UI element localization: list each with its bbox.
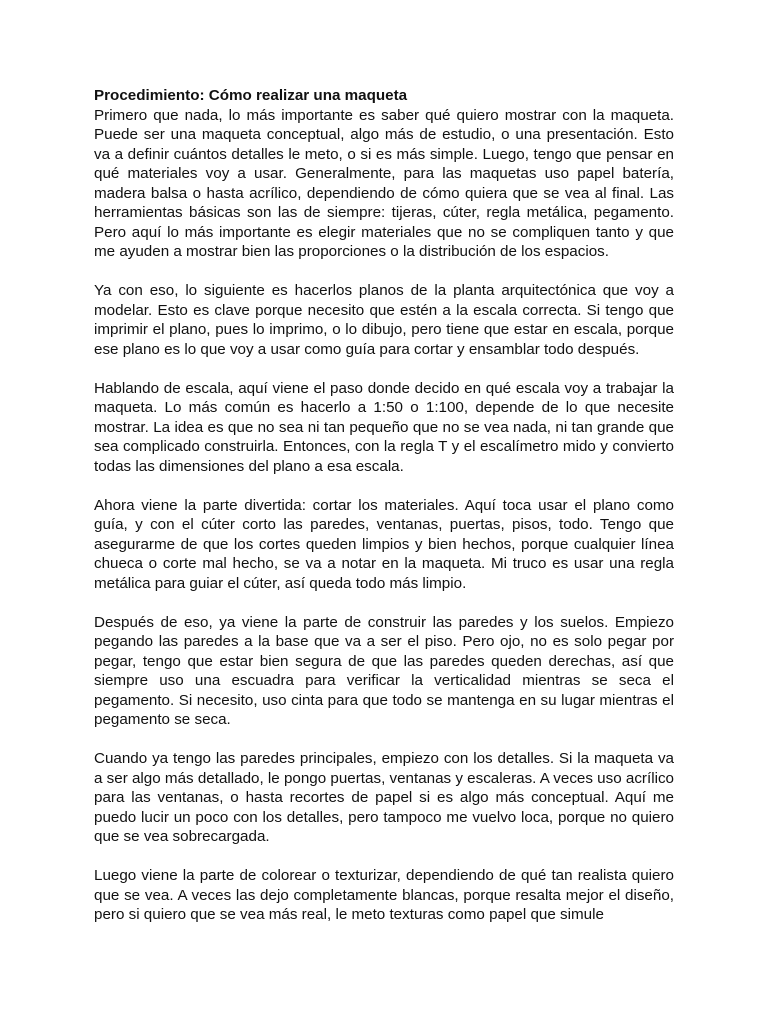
document-page xyxy=(94,86,674,944)
paragraph-paredes: Después de eso, ya viene la parte de construir las paredes y los suelos. Empiezo pegando las paredes a la base que va a ser el piso. Pero ojo, no es solo pegar por pegar, tengo que estar bien segura de que las paredes queden derechas, así que siempre uso una escuadra para verificar la verticalidad mientras se seca el pegamento. Si necesito, uso cinta para que todo se mantenga en su lugar mientras el pegamento se seca. xyxy=(94,613,674,728)
paragraph-intro: Primero que nada, lo más importante es saber qué quiero mostrar con la maqueta. Puede ser una maqueta conceptual, algo más de estudio, o una presentación. Esto va a definir cuántos detalles le meto, o si es más simple. Luego, tengo que pensar en qué materiales voy a usar. Generalmente, para las maquetas uso papel batería, madera balsa o hasta acrílico, dependiendo de cómo quiera que se vea al final. Las herramientas básicas son las de siempre: tijeras, cúter, regla metálica, pegamento. Pero aquí lo más importante es elegir materiales que no se compliquen tanto y que me ayuden a mostrar bien las proporciones o la distribución de los espacios. xyxy=(94,106,674,260)
paragraph-cortar: Ahora viene la parte divertida: cortar los materiales. Aquí toca usar el plano como guía, y con el cúter corto las paredes, ventanas, puertas, pisos, todo. Tengo que asegurarme de que los cortes queden limpios y bien hechos, porque cualquier línea chueca o corte mal hecho, se va a notar en la maqueta. Mi truco es usar una regla metálica para guiar el cúter, así queda todo más limpio. xyxy=(94,496,674,592)
paragraph-planos: Ya con eso, lo siguiente es hacerlos planos de la planta arquitectónica que voy a modelar. Esto es clave porque necesito que estén a la escala correcta. Si tengo que imprimir el plano, pues lo imprimo, o lo dibujo, pero tiene que estar en escala, porque ese plano es lo que voy a usar como guía para cortar y ensamblar todo después. xyxy=(94,282,674,358)
document-title: Procedimiento: Cómo realizar una maqueta xyxy=(94,87,408,104)
paragraph-escala: Hablando de escala, aquí viene el paso donde decido en qué escala voy a trabajar la maqueta. Lo más común es hacerlo a 1:50 o 1:100, depende de lo que necesite mostrar. La idea es que no sea ni tan pequeño que no se vea nada, ni tan grande que sea complicado construirla. Entonces, con la regla T y el escalímetro mido y convierto todas las dimensiones del plano a esa escala. xyxy=(94,379,674,475)
paragraph-colorear: Luego viene la parte de colorear o texturizar, dependiendo de qué tan realista quiero que se vea. A veces las dejo completamente blancas, porque resalta mejor el diseño, pero si quiero que se vea más real, le meto texturas como papel que simule xyxy=(94,867,674,923)
paragraph-detalles: Cuando ya tengo las paredes principales, empiezo con los detalles. Si la maqueta va a ser algo más detallado, le pongo puertas, ventanas y escaleras. A veces uso acrílico para las ventanas, o hasta recortes de papel si es algo más conceptual. Aquí me puedo lucir un poco con los detalles, pero tampoco me vuelvo loca, porque no quiero que se vea sobrecargada. xyxy=(94,750,674,845)
